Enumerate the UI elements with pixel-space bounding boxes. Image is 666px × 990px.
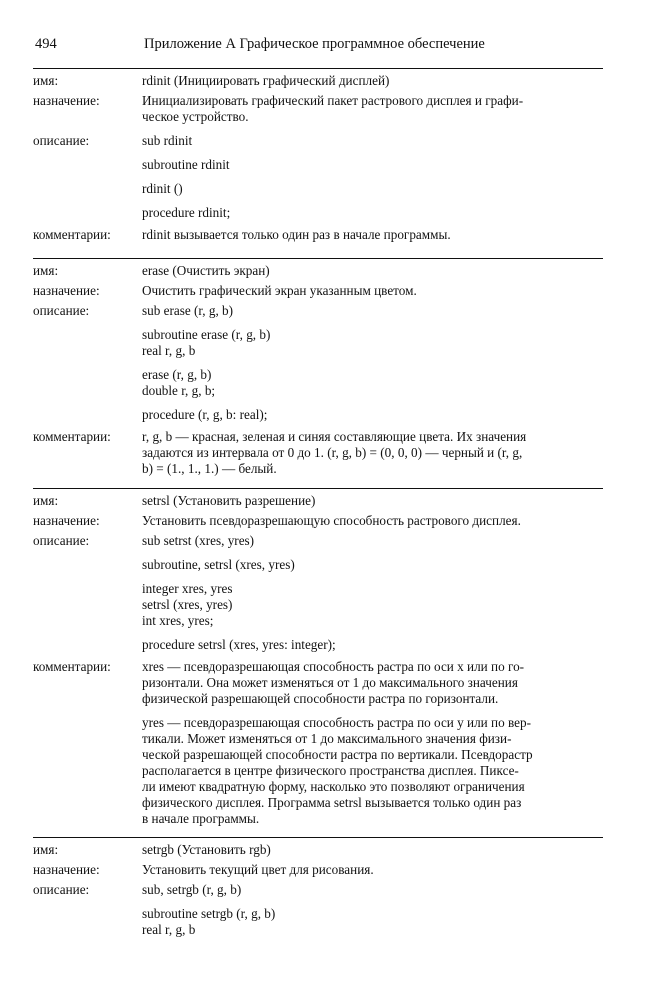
field-comments — [33, 659, 603, 827]
code-line: integer xres, yres — [142, 581, 233, 596]
field-name — [33, 493, 603, 509]
field-purpose — [33, 862, 603, 878]
description-code — [142, 133, 603, 221]
comment-line: физической разрешающей способности растра по горизонтали. — [142, 691, 499, 706]
code-line: subroutine, setrsl (xres, yres) — [142, 557, 295, 572]
purpose-text — [142, 513, 603, 529]
comment-line: тикали. Может изменяться от 1 до максимального значения физи- — [142, 731, 512, 746]
code-line: rdinit () — [142, 181, 183, 196]
code-line: procedure setrsl (xres, yres: integer); — [142, 637, 336, 652]
field-purpose — [33, 93, 603, 125]
purpose-line: Очистить графический экран указанным цветом. — [142, 283, 417, 298]
comment-line: в начале программы. — [142, 811, 260, 826]
label-name: имя: — [33, 842, 59, 857]
label-purpose: назначение: — [33, 283, 100, 298]
entry-name: setrgb (Установить rgb) — [142, 842, 271, 857]
code-line: procedure (r, g, b: real); — [142, 407, 268, 422]
comment-line: ли имеют квадратную форму, насколько это позволяют ограничения — [142, 779, 525, 794]
field-purpose — [33, 283, 603, 299]
entry-setrsl — [33, 488, 603, 827]
label-comments: комментарии: — [33, 659, 111, 674]
field-description — [33, 133, 603, 221]
code-line: sub erase (r, g, b) — [142, 303, 234, 318]
label-description: описание: — [33, 882, 90, 897]
entry-rdinit — [33, 68, 603, 243]
label-name: имя: — [33, 263, 59, 278]
code-line: sub rdinit — [142, 133, 193, 148]
code-line: setrsl (xres, yres) — [142, 597, 233, 612]
purpose-text — [142, 93, 603, 125]
purpose-line: Инициализировать графический пакет растрового дисплея и графи- — [142, 93, 524, 108]
comment-line: физического дисплея. Программа setrsl вызывается только один раз — [142, 795, 522, 810]
field-purpose — [33, 513, 603, 529]
comment-line: yres — псевдоразрешающая способность растра по оси y или по вер- — [142, 715, 531, 730]
comment-paragraph — [142, 715, 603, 827]
label-purpose: назначение: — [33, 513, 100, 528]
code-line: int xres, yres; — [142, 613, 214, 628]
description-code — [142, 533, 603, 653]
purpose-line: ческое устройство. — [142, 109, 249, 124]
field-name — [33, 842, 603, 858]
label-comments: комментарии: — [33, 227, 111, 242]
field-description — [33, 303, 603, 423]
comment-paragraph — [142, 659, 603, 707]
code-line: subroutine rdinit — [142, 157, 230, 172]
comment-line: ризонтали. Она может изменяться от 1 до максимального значения — [142, 675, 518, 690]
page-number: 494 — [35, 36, 57, 52]
running-title: Приложение А Графическое программное обеспечение — [144, 36, 485, 52]
comment-line: ческой разрешающей способности растра по вертикали. Псевдорастр — [142, 747, 533, 762]
comments-text — [142, 659, 603, 827]
code-line: real r, g, b — [142, 922, 196, 937]
comment-line: rdinit вызывается только один раз в начале программы. — [142, 227, 451, 242]
field-name — [33, 263, 603, 279]
purpose-text — [142, 862, 603, 878]
description-code — [142, 303, 603, 423]
entry-divider — [33, 488, 603, 489]
entry-erase — [33, 258, 603, 477]
code-line: double r, g, b; — [142, 383, 216, 398]
label-description: описание: — [33, 533, 90, 548]
code-line: procedure rdinit; — [142, 205, 231, 220]
label-description: описание: — [33, 133, 90, 148]
label-comments: комментарии: — [33, 429, 111, 444]
code-line: erase (r, g, b) — [142, 367, 212, 382]
entry-divider — [33, 837, 603, 838]
comment-line: располагается в центре физического пространства дисплея. Пиксе- — [142, 763, 519, 778]
comments-text — [142, 429, 603, 477]
label-name: имя: — [33, 73, 59, 88]
entry-divider — [33, 68, 603, 69]
entry-divider — [33, 258, 603, 259]
purpose-line: Установить текущий цвет для рисования. — [142, 862, 374, 877]
code-line: subroutine setrgb (r, g, b) — [142, 906, 276, 921]
field-name — [33, 73, 603, 89]
comment-line: задаются из интервала от 0 до 1. (r, g, b) = (0, 0, 0) — черный и (r, g, — [142, 445, 523, 460]
label-name: имя: — [33, 493, 59, 508]
code-line: sub setrst (xres, yres) — [142, 533, 255, 548]
label-description: описание: — [33, 303, 90, 318]
entry-name: rdinit (Инициировать графический дисплей) — [142, 73, 390, 88]
field-description — [33, 882, 603, 938]
entry-name: erase (Очистить экран) — [142, 263, 270, 278]
entry-setrgb — [33, 837, 603, 938]
label-purpose: назначение: — [33, 862, 100, 877]
description-code — [142, 882, 603, 938]
comment-line: r, g, b — красная, зеленая и синяя составляющие цвета. Их значения — [142, 429, 527, 444]
field-description — [33, 533, 603, 653]
field-comments — [33, 429, 603, 477]
entry-name: setrsl (Установить разрешение) — [142, 493, 316, 508]
page-header — [33, 36, 603, 58]
field-comments — [33, 227, 603, 243]
code-line: real r, g, b — [142, 343, 196, 358]
purpose-text — [142, 283, 603, 299]
comments-text — [142, 227, 603, 243]
purpose-line: Установить псевдоразрешающую способность растрового дисплея. — [142, 513, 521, 528]
code-line: subroutine erase (r, g, b) — [142, 327, 271, 342]
label-purpose: назначение: — [33, 93, 100, 108]
code-line: sub, setrgb (r, g, b) — [142, 882, 242, 897]
comment-line: xres — псевдоразрешающая способность растра по оси x или по го- — [142, 659, 525, 674]
comment-line: b) = (1., 1., 1.) — белый. — [142, 461, 277, 476]
